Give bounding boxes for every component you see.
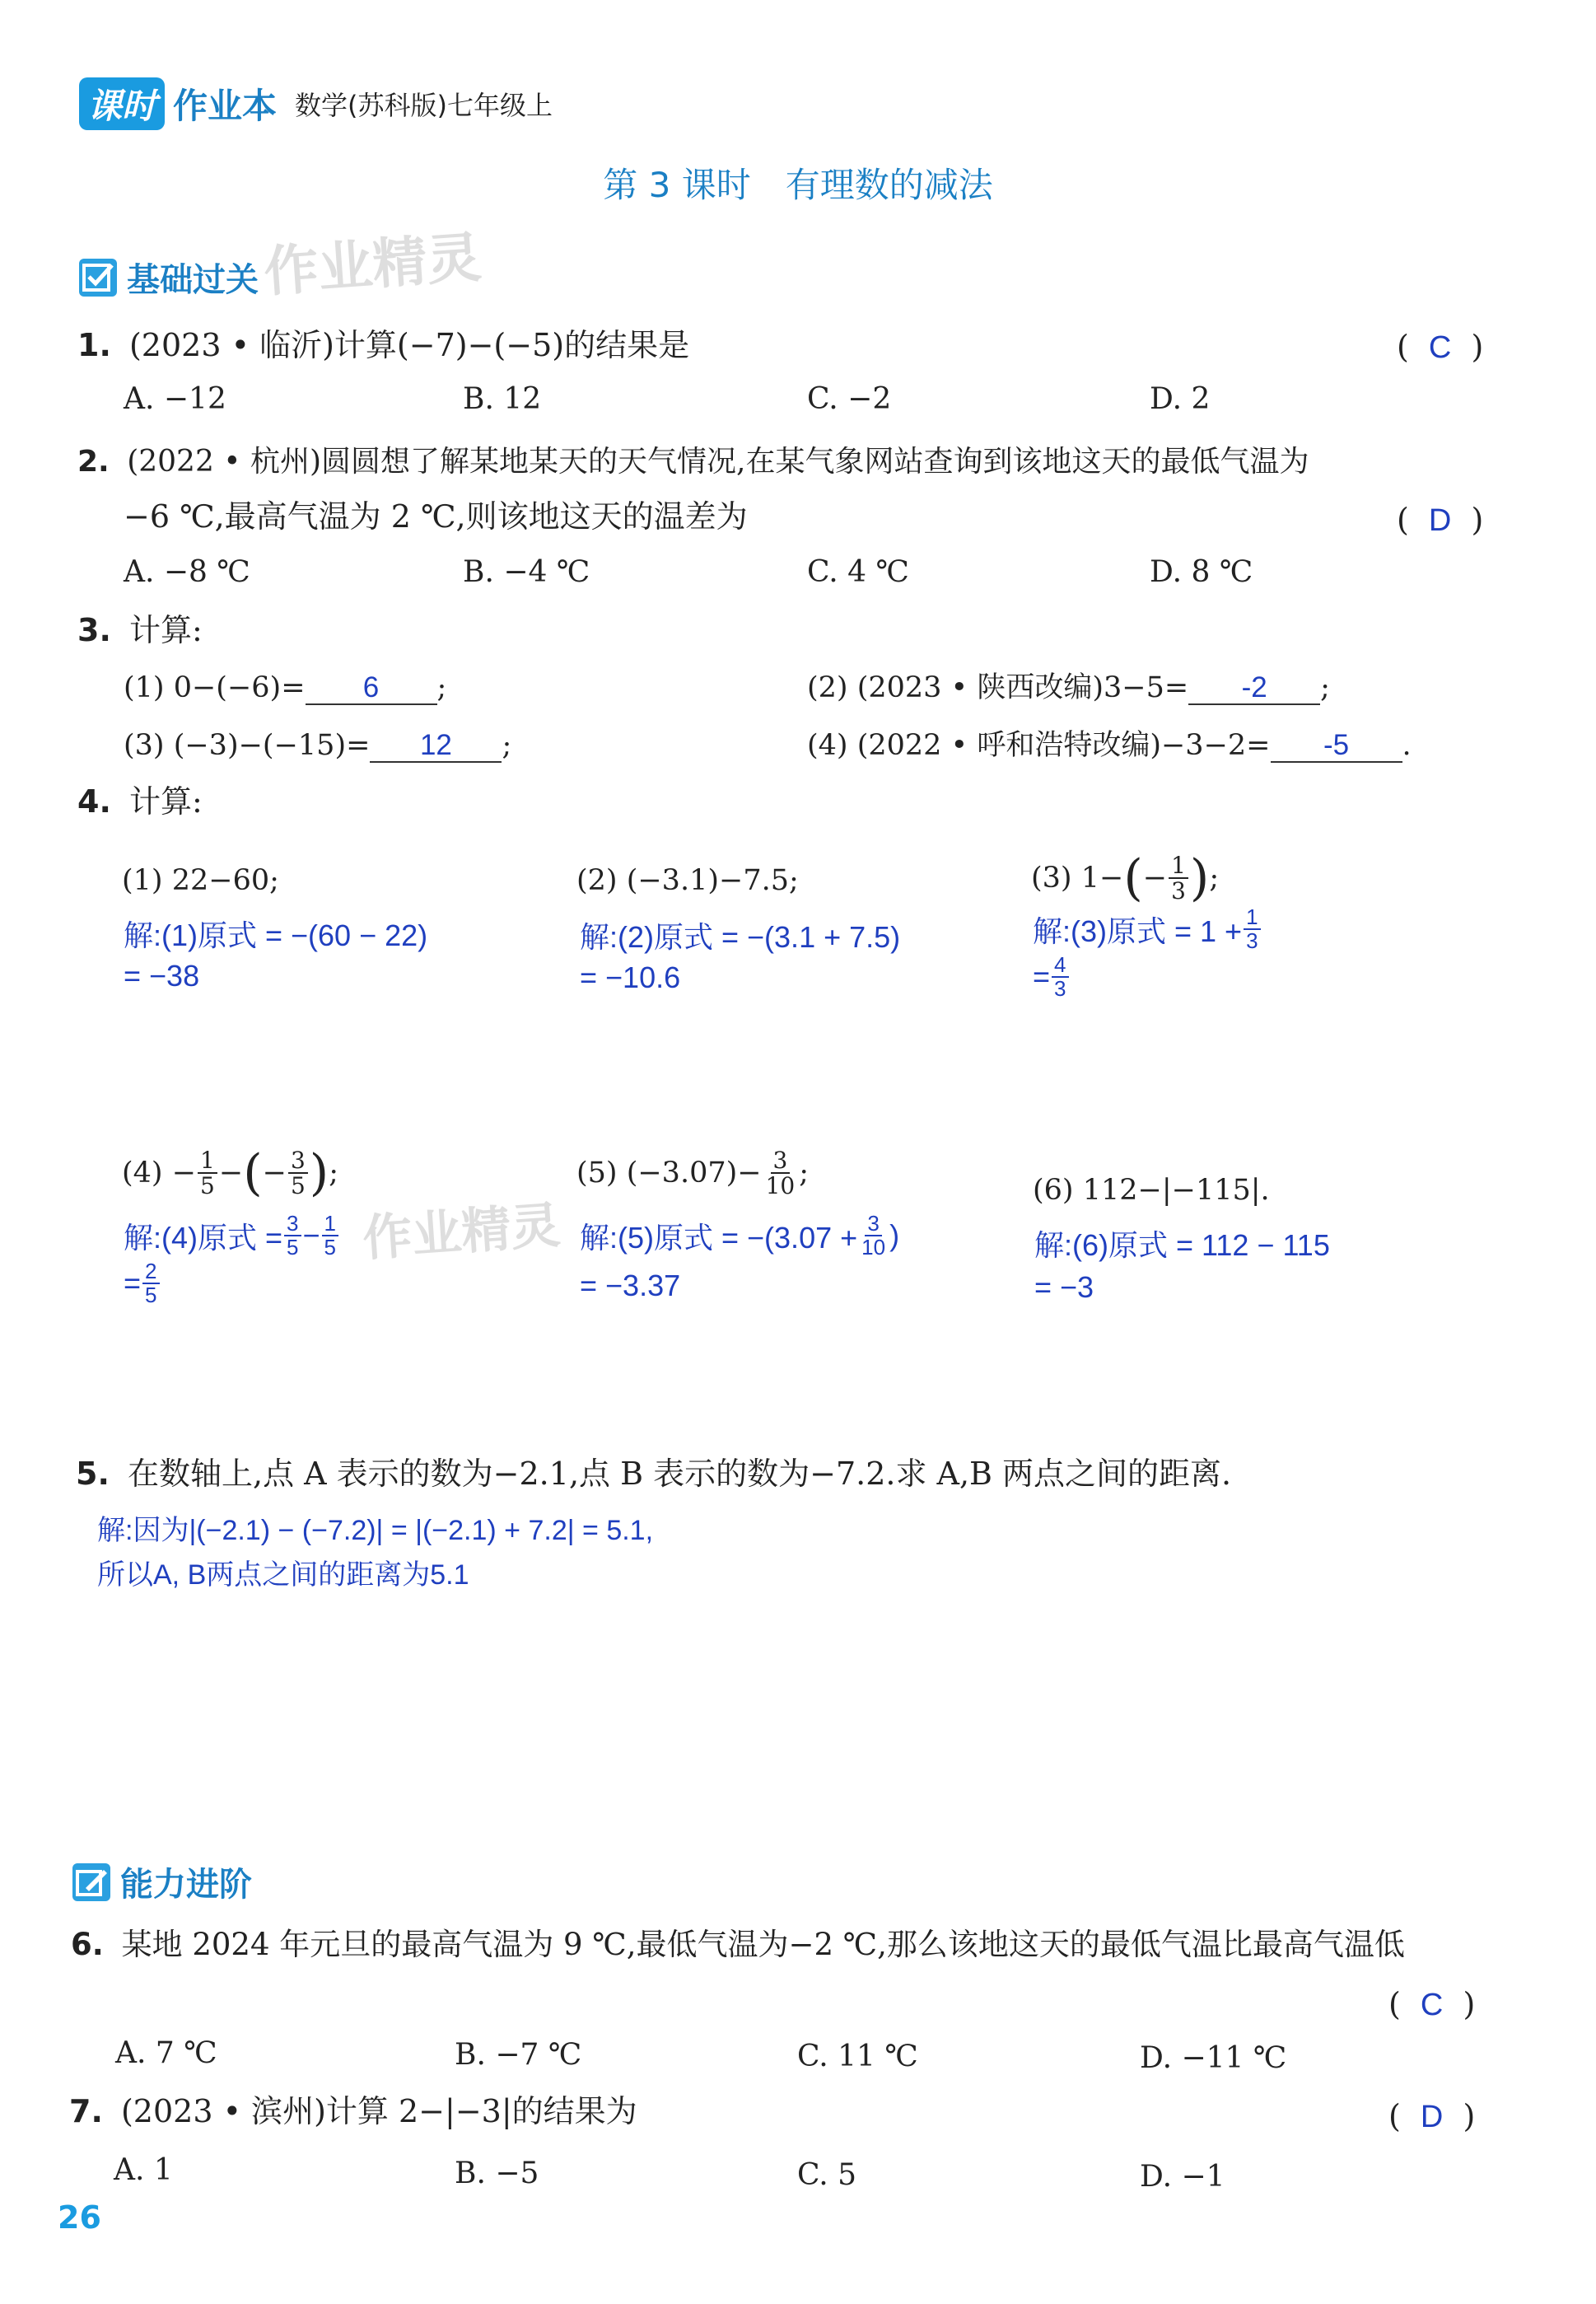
blank-answer: 6 [362,671,380,703]
answer-bracket: ( D ) [1388,2098,1476,2134]
question-text: (2022 • 杭州)圆圆想了解某地某天的天气情况,在某气象网站查询到该地这天的最低气温为 [127,445,1309,479]
part-text: (2) (2023 • 陕西改编)3−5= [807,671,1189,704]
question-7 [69,2092,637,2130]
answer-bracket: ( C ) [1388,1986,1476,2022]
question-text-cont: −6 ℃,最高气温为 2 ℃,则该地这天的温差为 [124,498,748,535]
choice-answer: D [1420,2100,1444,2134]
part-text: (5) (−3.07)− [576,1157,762,1190]
blank-answer: -2 [1241,671,1267,703]
answer-bracket: ( D ) [1397,502,1484,538]
option: A. −8 ℃ [124,555,250,589]
question-3 [77,611,203,649]
option: C. 4 ℃ [807,555,909,589]
blank-answer: -5 [1323,729,1350,761]
answer-blank [306,669,437,705]
option: B. 12 [463,382,542,416]
option: D. 8 ℃ [1150,555,1253,589]
solution-line: 解:(1)原式 = −(60 − 22) [124,918,428,952]
option: B. −5 [455,2157,539,2190]
solution-line: 解:(2)原式 = −(3.1 + 7.5) [580,920,901,954]
solution-line: = −10.6 [580,960,681,994]
solution-line: 解:(6)原式 = 112 − 115 [1034,1228,1330,1262]
option: A. 7 ℃ [115,2036,217,2070]
question-text: 某地 2024 年元旦的最高气温为 9 ℃,最低气温为−2 ℃,那么该地这天的最低气温比最高气温低 [121,1927,1405,1962]
watermark: 作业精灵 [262,225,483,305]
question-text: (2023 • 临沂)计算(−7)−(−5)的结果是 [128,327,690,363]
answer-bracket: ( C ) [1397,329,1484,365]
option: A. −12 [124,382,226,416]
q4-part-2: (2) (−3.1)−7.5; [576,864,799,897]
question-5 [76,1455,1231,1493]
question-text: 在数轴上,点 A 表示的数为−2.1,点 B 表示的数为−7.2.求 A,B 两点之间的距离. [127,1456,1232,1492]
option: A. 1 [114,2153,173,2187]
question-number: 7. [69,2093,103,2129]
solution-line: = $\frac{4}{3}$ [1033,954,1071,1001]
fraction: $\frac{1}{3}$ [1244,906,1260,953]
option: C. −2 [807,382,892,416]
solution-line: = −3.37 [580,1269,681,1302]
edit-icon [72,1863,110,1901]
question-number: 1. [77,327,111,363]
fraction: $\frac{3}{5}$ [288,1148,308,1199]
subject-label: 数学(苏科版)七年级上 [295,90,553,121]
q3-part-3: (3) (−3)−(−15)= 12 ; [124,727,511,764]
part-text: (4) (2022 • 呼和浩特改编)−3−2= [807,729,1271,762]
fraction: $\frac{3}{5}$ [284,1213,301,1259]
choice-answer: C [1428,330,1452,365]
fraction: $\frac{1}{5}$ [322,1213,338,1259]
q4-part-3: (3) 1− ( − $\frac{1}{3}$ ) ; [1031,849,1220,908]
solution-line: 解:(5)原式 = −(3.07 + $\frac{3}{10}$ ) [580,1211,900,1260]
solution-line: 解:因为|(−2.1) − (−7.2)| = |(−2.1) + 7.2| = 5.1, [97,1515,654,1546]
lesson-title: 第 3 课时 有理数的减法 [603,165,993,205]
answer-blank [1188,669,1320,705]
header [79,81,553,127]
option: B. −4 ℃ [463,555,590,589]
part-text: (3) (−3)−(−15)= [124,729,371,762]
question-6 [71,1926,1405,1964]
question-number: 5. [76,1456,110,1492]
question-text: (2023 • 滨州)计算 2−|−3|的结果为 [120,2093,637,2129]
section-advanced-title: 能力进阶 [120,1866,252,1904]
option: D. −11 ℃ [1140,2041,1287,2075]
answer-blank [370,727,502,763]
solution-line: = $\frac{2}{5}$ [124,1260,161,1307]
section-basic-header [79,254,259,301]
option: C. 5 [797,2158,857,2192]
choice-answer: C [1420,1988,1444,2022]
blank-answer: 12 [419,729,452,761]
question-number: 4. [77,783,111,820]
part-text: (1) 0−(−6)= [124,671,306,704]
part-text: (3) 1− [1031,862,1124,895]
logo: 课时 [79,77,165,130]
section-basic-title: 基础过关 [127,261,259,299]
q4-part-5: (5) (−3.07)− $\frac{3}{10}$ ; [576,1147,810,1200]
question-number: 6. [71,1927,104,1962]
question-text: 计算: [128,612,203,648]
solution-line: = −38 [124,959,200,993]
question-4 [77,783,203,820]
q4-part-1: (1) 22−60; [122,864,279,897]
option: D. 2 [1150,382,1211,416]
option: C. 11 ℃ [797,2040,918,2073]
fraction: $\frac{4}{3}$ [1052,954,1068,1001]
fraction: $\frac{2}{5}$ [142,1260,159,1307]
section-advanced-header [72,1858,252,1905]
question-number: 2. [77,445,110,479]
question-2 [77,443,1309,481]
q4-part-6: (6) 112−|−115|. [1033,1174,1270,1207]
book-name: 作业本 [173,86,278,126]
option: B. −7 ℃ [455,2038,582,2072]
solution-line: 解:(3)原式 = 1 + $\frac{1}{3}$ [1033,906,1262,953]
q3-part-4: (4) (2022 • 呼和浩特改编)−3−2= -5 . [807,727,1412,764]
solution-line: = −3 [1034,1270,1094,1304]
fraction: $\frac{3}{10}$ [765,1147,796,1200]
fraction: $\frac{3}{10}$ [861,1211,886,1260]
solution-line: 所以A, B两点之间的距离为5.1 [97,1559,469,1591]
q3-part-1: (1) 0−(−6)= 6 ; [124,669,446,707]
fraction: $\frac{1}{3}$ [1169,853,1188,904]
solution-line: 解:(4)原式 = $\frac{3}{5}$ − $\frac{1}{5}$ [124,1213,340,1259]
page-number: 26 [58,2199,101,2236]
fraction: $\frac{1}{5}$ [198,1148,217,1199]
question-1 [77,326,689,364]
q4-part-4: (4) − $\frac{1}{5}$ − ( − $\frac{3}{5}$ ) ; [122,1144,338,1203]
choice-answer: D [1428,503,1452,538]
question-text: 计算: [128,783,203,820]
q3-part-2: (2) (2023 • 陕西改编)3−5= -2 ; [807,669,1330,707]
checkbox-icon [79,259,117,297]
question-number: 3. [77,612,111,648]
option: D. −1 [1140,2160,1225,2194]
answer-blank [1271,727,1402,763]
watermark: 作业精灵 [361,1196,562,1269]
